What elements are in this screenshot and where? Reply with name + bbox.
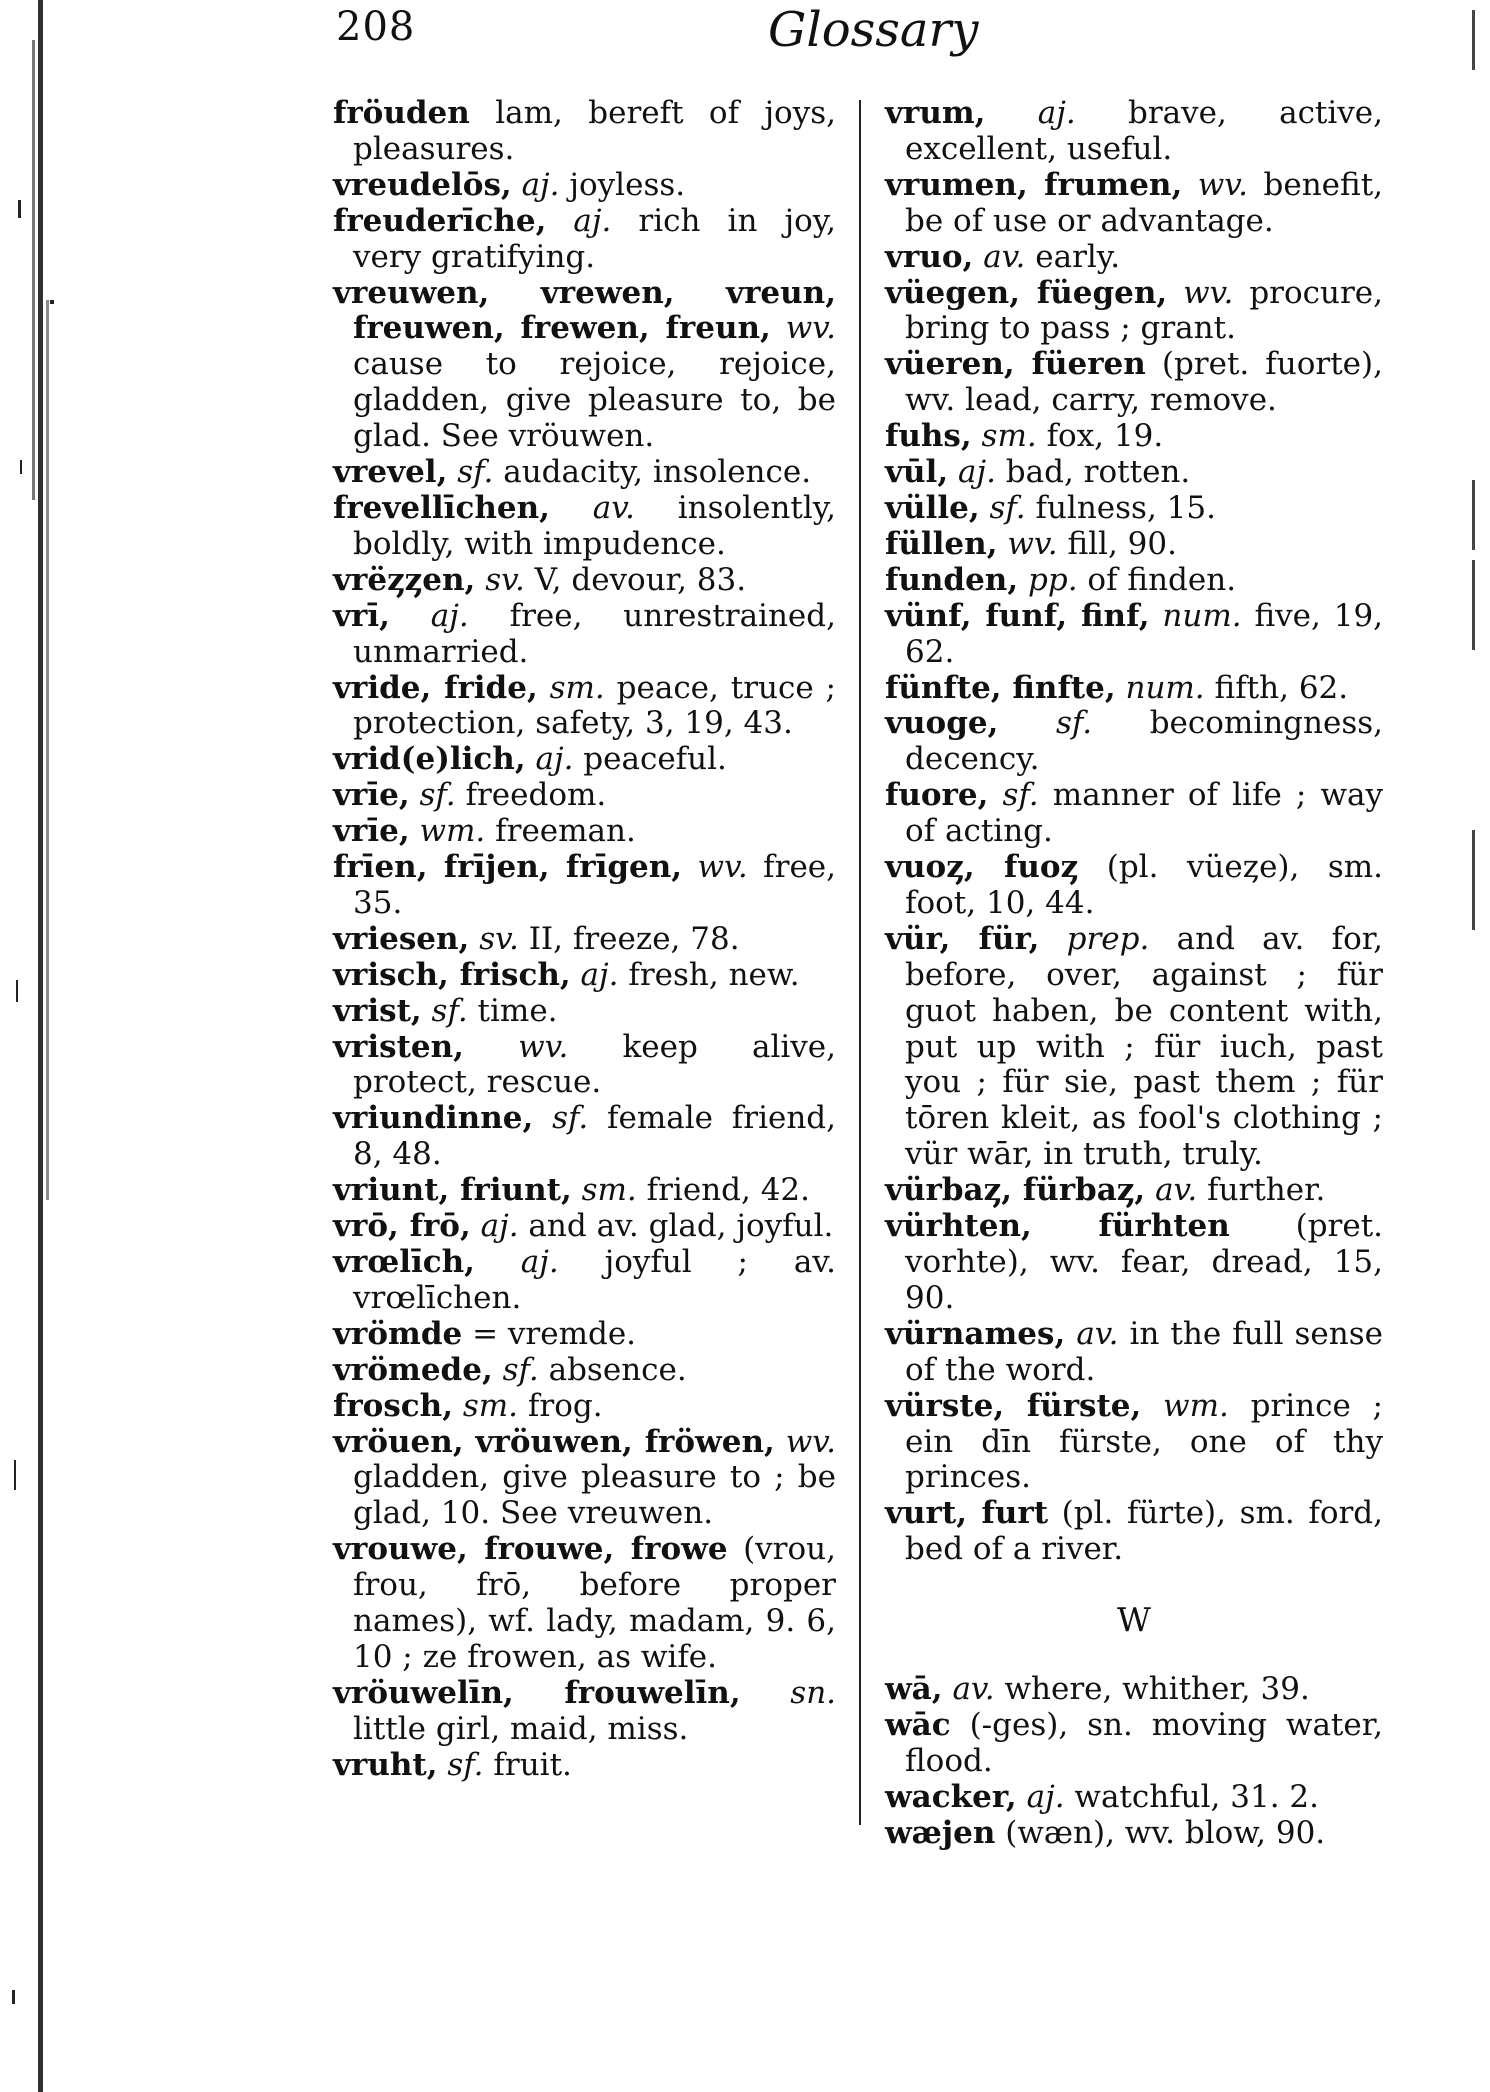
definition: (wæn), wv. blow, 90. [1005, 1814, 1326, 1851]
definition: where, whither, 39. [1004, 1671, 1310, 1708]
headword: vūl, [885, 454, 949, 491]
headword: vrid(e)lich, [333, 741, 526, 778]
part-of-speech: aj. [430, 597, 469, 634]
definition: (pret. vorhte), wv. fear, dread, 15, 90. [905, 1208, 1384, 1316]
definition: further. [1207, 1172, 1326, 1209]
glossary-entry [885, 599, 1383, 671]
glossary-entry [333, 778, 836, 814]
binding-edge [30, 0, 54, 2092]
headword: wā, [885, 1671, 943, 1708]
page-number: 208 [336, 4, 416, 50]
definition: joyful ; av. vrœlīchen. [353, 1244, 836, 1316]
headword: wæjen [885, 1814, 996, 1851]
glossary-entry [885, 240, 1383, 276]
glossary-entry [333, 1317, 836, 1353]
definition: fresh, new. [628, 956, 800, 993]
part-of-speech: av. [952, 1671, 995, 1708]
part-of-speech: sv. [485, 561, 525, 598]
section-letter: W [1117, 1600, 1151, 1640]
headword: fuore, [885, 777, 989, 814]
definition: insolently, boldly, with impudence. [353, 489, 837, 562]
definition: becomingness, decency. [905, 705, 1384, 778]
glossary-entry [333, 1101, 836, 1173]
headword: vuoȥ, fuoȥ [885, 849, 1079, 886]
glossary-entry [333, 1389, 836, 1425]
glossary-entry [333, 455, 836, 491]
glossary-entry [333, 814, 836, 850]
glossary-entry [885, 1317, 1383, 1389]
headword: vrīe, [333, 777, 410, 814]
headword: vrīe, [333, 813, 410, 850]
glossary-entry [333, 1748, 836, 1784]
part-of-speech: sm. [581, 1172, 637, 1209]
headword: wacker, [885, 1778, 1017, 1815]
definition: (pl. fürte), sm. ford, bed of a river. [905, 1495, 1383, 1568]
definition: bad, rotten. [1005, 454, 1191, 491]
part-of-speech: sv. [479, 920, 519, 957]
definition: (-ges), sn. moving water, flood. [905, 1706, 1383, 1779]
definition: fill, 90. [1067, 525, 1177, 562]
part-of-speech: aj. [520, 1244, 559, 1280]
part-of-speech: sf. [989, 489, 1026, 526]
definition: friend, 42. [646, 1172, 811, 1209]
part-of-speech: sf. [457, 454, 494, 491]
headword: vürnames, [885, 1315, 1066, 1352]
headword: vünf, funf, finf, [885, 597, 1150, 634]
glossary-entry [333, 1353, 836, 1389]
definition: manner of life ; way of acting. [905, 777, 1383, 850]
definition: prince ; ein dīn fürste, one of thy princes. [905, 1387, 1383, 1496]
part-of-speech: wm. [1163, 1387, 1229, 1424]
glossary-entry [333, 1425, 836, 1533]
definition: of finden. [1087, 561, 1237, 598]
definition: procure, bring to pass ; grant. [905, 274, 1383, 347]
part-of-speech: pp. [1028, 561, 1078, 598]
headword: vrum, [885, 95, 986, 131]
right-edge-marks [1470, 0, 1482, 2092]
headword: vürbaȥ, fürbaȥ, [885, 1172, 1146, 1209]
glossary-entry [333, 1245, 836, 1317]
definition: V, devour, 83. [534, 561, 747, 598]
part-of-speech: num. [1162, 597, 1242, 634]
part-of-speech: wv. [1183, 274, 1234, 311]
headword: funden, [885, 561, 1019, 598]
running-title: Glossary [768, 2, 979, 58]
glossary-entry [885, 527, 1383, 563]
glossary-entry [885, 1816, 1383, 1852]
glossary-entry [333, 994, 836, 1030]
headword: vürhten, fürhten [885, 1208, 1230, 1245]
part-of-speech: aj. [957, 454, 996, 491]
entries-f [885, 96, 1383, 1568]
glossary-entry [885, 1389, 1383, 1497]
part-of-speech: sf. [502, 1351, 539, 1388]
definition: II, freeze, 78. [528, 920, 740, 957]
glossary-entry [333, 96, 836, 168]
part-of-speech: sf. [447, 1746, 484, 1783]
part-of-speech: aj. [1037, 95, 1076, 131]
part-of-speech: wv. [785, 1423, 836, 1460]
definition: freeman. [495, 813, 636, 850]
definition: fox, 19. [1046, 418, 1164, 455]
glossary-entry [885, 491, 1383, 527]
part-of-speech: sf. [419, 777, 456, 814]
glossary-entry [885, 1496, 1383, 1568]
glossary-entry [885, 563, 1383, 599]
headword: vüegen, füegen, [885, 274, 1168, 311]
headword: vruo, [885, 238, 974, 275]
definition: watchful, 31. 2. [1074, 1778, 1320, 1815]
definition: little girl, maid, miss. [353, 1710, 689, 1747]
part-of-speech: num. [1125, 669, 1205, 706]
headword: frevellīchen, [333, 489, 550, 526]
headword: vröuwelīn, frouwelīn, [333, 1674, 741, 1711]
headword: vrömde [333, 1315, 463, 1352]
headword: vrumen, frumen, [885, 166, 1183, 203]
headword: vülle, [885, 489, 980, 526]
definition: peaceful. [583, 741, 727, 778]
part-of-speech: av. [592, 489, 635, 526]
headword: vrī, [333, 597, 390, 634]
glossary-entry [333, 922, 836, 958]
entries-w [885, 1672, 1383, 1852]
definition: fifth, 62. [1214, 669, 1349, 706]
glossary-entry [333, 599, 836, 671]
definition: in the full sense of the word. [905, 1315, 1383, 1388]
headword: vriesen, [333, 920, 470, 957]
part-of-speech: sf. [552, 1100, 589, 1137]
part-of-speech: wm. [419, 813, 486, 850]
definition: early. [1035, 238, 1121, 275]
part-of-speech: wv. [1197, 166, 1248, 203]
glossary-column-right [885, 96, 1383, 1852]
part-of-speech: sm. [462, 1387, 519, 1424]
headword: wāc [885, 1706, 951, 1743]
glossary-entry [333, 204, 836, 276]
glossary-entry [333, 958, 836, 994]
glossary-entry [333, 1532, 836, 1676]
part-of-speech: aj. [480, 1208, 519, 1245]
definition: (pret. fuorte), wv. lead, carry, remove. [905, 346, 1383, 419]
definition: absence. [548, 1351, 687, 1388]
definition: fulness, 15. [1035, 489, 1216, 526]
headword: vurt, furt [885, 1495, 1049, 1532]
part-of-speech: wv. [518, 1028, 569, 1065]
headword: vreudelōs, [333, 166, 512, 203]
headword: vristen, [333, 1028, 464, 1065]
glossary-entry [885, 1780, 1383, 1816]
glossary-entry [885, 347, 1383, 419]
glossary-entry [885, 922, 1383, 1173]
definition: cause to rejoice, rejoice, gladden, give pleasure to, be glad. See vröuwen. [353, 346, 836, 455]
headword: vrevel, [333, 454, 448, 491]
headword: vüeren, füeren [885, 346, 1146, 383]
definition: brave, active, excellent, useful. [905, 95, 1384, 167]
glossary-entry [885, 276, 1383, 348]
definition: audacity, insolence. [503, 454, 812, 491]
headword: vrömede, [333, 1351, 493, 1388]
glossary-entry [333, 742, 836, 778]
definition: freedom. [465, 777, 607, 814]
headword: vruht, [333, 1746, 438, 1783]
headword: vreuwen, vrewen, vreun, freuwen, frewen, freun, [333, 274, 836, 347]
glossary-entry [885, 850, 1383, 922]
definition: fruit. [493, 1746, 572, 1783]
part-of-speech: sf. [431, 992, 468, 1029]
part-of-speech: wv. [1007, 525, 1058, 562]
glossary-entry [885, 168, 1383, 240]
part-of-speech: sn. [790, 1674, 837, 1711]
definition: frog. [527, 1387, 603, 1424]
definition: and av. glad, joyful. [528, 1208, 834, 1245]
definition: (vrou, frou, frō, before proper names), wf. lady, madam, 9. 6, 10 ; ze frowen, as wife. [353, 1531, 836, 1675]
part-of-speech: prep. [1066, 920, 1150, 957]
definition: rich in joy, very gratifying. [353, 202, 836, 275]
headword: fröuden [333, 95, 470, 131]
part-of-speech: aj. [1026, 1778, 1065, 1815]
headword: vrëȥȥen, [333, 561, 476, 598]
glossary-entry [333, 850, 836, 922]
headword: vrist, [333, 992, 422, 1029]
headword: freuderīche, [333, 202, 547, 239]
headword: vür, für, [885, 920, 1040, 957]
glossary-entry [885, 671, 1383, 707]
glossary-entry [333, 276, 836, 456]
part-of-speech: av. [1076, 1315, 1119, 1352]
part-of-speech: wv. [785, 310, 836, 347]
headword: vriunt, friunt, [333, 1172, 572, 1209]
definition: keep alive, protect, rescue. [353, 1028, 836, 1101]
headword: vrō, frō, [333, 1208, 471, 1245]
definition: five, 19, 62. [905, 597, 1384, 670]
glossary-entry [885, 96, 1383, 168]
glossary-entry [885, 1672, 1383, 1708]
part-of-speech: aj. [521, 166, 560, 203]
glossary-entry [885, 1209, 1383, 1317]
glossary-entry [885, 455, 1383, 491]
glossary-entry [333, 1209, 836, 1245]
part-of-speech: av. [983, 238, 1026, 275]
part-of-speech: sf. [1055, 705, 1093, 742]
headword: vride, fride, [333, 669, 538, 706]
part-of-speech: sf. [1002, 777, 1039, 814]
glossary-entry [333, 1173, 836, 1209]
glossary-entry [333, 1676, 836, 1748]
headword: fuhs, [885, 418, 972, 455]
definition: benefit, be of use or advantage. [905, 166, 1384, 239]
part-of-speech: sm. [981, 418, 1037, 455]
definition: (pl. vüeȥe), sm. foot, 10, 44. [905, 849, 1384, 921]
definition: free, unrestrained, unmarried. [353, 597, 836, 670]
definition: lam, bereft of joys, pleasures. [353, 95, 836, 167]
definition: free, 35. [353, 849, 837, 921]
glossary-entry [333, 168, 836, 204]
part-of-speech: aj. [573, 202, 612, 239]
part-of-speech: sm. [549, 669, 605, 706]
glossary-entry [885, 419, 1383, 455]
headword: vürste, fürste, [885, 1387, 1142, 1424]
glossary-entry [333, 1030, 836, 1102]
glossary-entry [333, 671, 836, 743]
headword: vriundinne, [333, 1100, 534, 1137]
definition: = vremde. [472, 1315, 637, 1352]
glossary-column-left [333, 96, 836, 1784]
headword: vrouwe, frouwe, frowe [333, 1531, 728, 1568]
definition: time. [477, 992, 558, 1029]
headword: frīen, frījen, frīgen, [333, 849, 683, 886]
definition: gladden, give pleasure to ; be glad, 10. See vreuwen. [353, 1459, 836, 1532]
headword: vrœlīch, [333, 1244, 475, 1280]
definition: peace, truce ; protection, safety, 3, 19, 43. [353, 669, 836, 742]
column-divider [859, 100, 861, 1825]
page-header [0, 0, 1490, 70]
glossary-entry [885, 1173, 1383, 1209]
headword: frosch, [333, 1387, 454, 1424]
definition: female friend, 8, 48. [353, 1100, 836, 1173]
part-of-speech: av. [1155, 1172, 1198, 1209]
glossary-entry [885, 1708, 1383, 1780]
definition: joyless. [569, 166, 686, 203]
definition: and av. for, before, over, against ; für guot haben, be content with, put up with ; für iuch, past you ; für sie, past them ; für tōren kleit, as fool's clothing ; vür wār, in truth, truly. [905, 920, 1384, 1173]
glossary-entry [333, 563, 836, 599]
part-of-speech: aj. [580, 956, 619, 993]
headword: vröuen, vröuwen, fröwen, [333, 1423, 775, 1460]
headword: vuoge, [885, 705, 999, 742]
headword: fünfte, finfte, [885, 669, 1116, 706]
headword: vrisch, frisch, [333, 956, 571, 993]
part-of-speech: aj. [535, 741, 574, 778]
headword: füllen, [885, 525, 998, 562]
part-of-speech: wv. [697, 849, 748, 886]
glossary-entry [885, 778, 1383, 850]
glossary-entry [333, 491, 836, 563]
glossary-entry [885, 706, 1383, 778]
